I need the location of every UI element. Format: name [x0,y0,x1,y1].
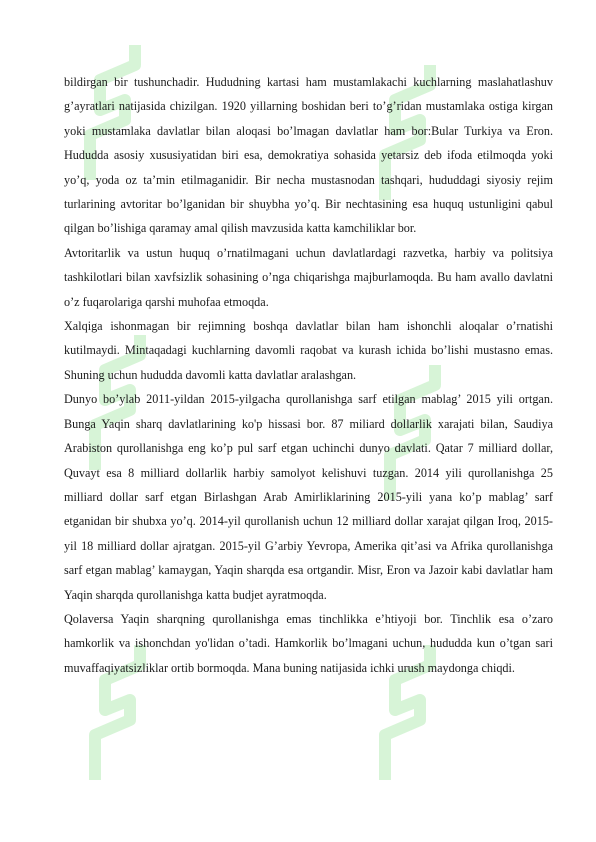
paragraph: Avtoritarlik va ustun huquq o’rnatilmagani uchun davlatlardagi razvetka, harbiy va politsiya tashkilotlari bilan xavfsizlik sohasining o’nga chiqarishga majburlamoqda. Bu ham avallo davlatni o’z fuqarolariga qarshi muhofaa etmoqda. [64,245,553,309]
paragraph: Xalqiga ishonmagan bir rejimning boshqa davlatlar bilan ham ishonchli aloqalar o’rnatishi kutilmaydi. Mintaqadagi kuchlarning davomli raqobat va kurash ichida bo’lishi mustasno emas. Shuning uchun hududda davomli katta davlatlar aralashgan. [64,319,553,382]
paragraph: Dunyo bo’ylab 2011-yildan 2015-yilgacha qurollanishga sarf etilgan mablag’ 2015 yili ortgan. Bunga Yaqin sharq davlatlarining ko'p hissasi bor. 87 miliard dollarlik xarajati bilan, Saudiya Arabiston qurollanishga eng ko’p pul sarf etgan uchinchi dunyo davlati. Qatar 7 milliard dollar, Quvayt esa 8 milliard dollarlik harbiy samolyot kelishuvi tuzgan. 2014 yili qurollanishga 25 milliard dollar sarf etgan Birlashgan Arab Amirliklarining 2015-yili yana ko’p mablag’ sarf etganidan bir shubxa yo’q. 2014-yil qurollanish uchun 12 milliard dollar xarajat qilgan Iroq, 2015-yil 18 milliard dollar ajratgan. 2015-yil G’arbiy Yevropa, Amerika qit’asi va Afrika qurollanishga sarf etgan mablag’ kamaygan, Yaqin sharqda esa ortgandir. Misr, Eron va Jazoir kabi davlatlar ham Yaqin sharqda qurollanishga katta budjet ayratmoqda. [64,392,553,602]
paragraph: bildirgan bir tushunchadir. Hududning kartasi ham mustamlakachi kuchlarning maslahatlashuv g’ayratlari natijasida chizilgan. 1920 yillarning boshidan beri to’g’ridan mustamlaka ostiga kirgan yoki mustamlaka davlatlar bilan aloqasi bo’lmagan davlatlar ham bor:Bular Turkiya va Eron. Hududda asosiy xususiyatidan biri esa, demokratiya sohasida yetarsiz deb ifoda etilmoqda yoki yo’q, yoda oz ta’min etilmaganidir. Bir necha mustasnodan tashqari, hududdagi siyosiy rejim turlarining avtoritar bo’lganidan bir shuybha yo’q. Bir nechtasining esa huquq ustunligini qabul qilgan bo’lishiga qaramay amal qilish mavzusida katta kamchiliklar bor. [64,75,553,236]
paragraph: Qolaversa Yaqin sharqning qurollanishga emas tinchlikka e’htiyoji bor. Tinchlik esa o’zaro hamkorlik va ishonchdan yo'lidan o’tadi. Hamkorlik bo’lmagani uchun, hududda kun o’tgan sari muvaffaqiyatsizliklar ortib bormoqda. Mana buning natijasida ichki urush maydonga chiqdi. [64,611,553,675]
document-body [64,70,553,680]
